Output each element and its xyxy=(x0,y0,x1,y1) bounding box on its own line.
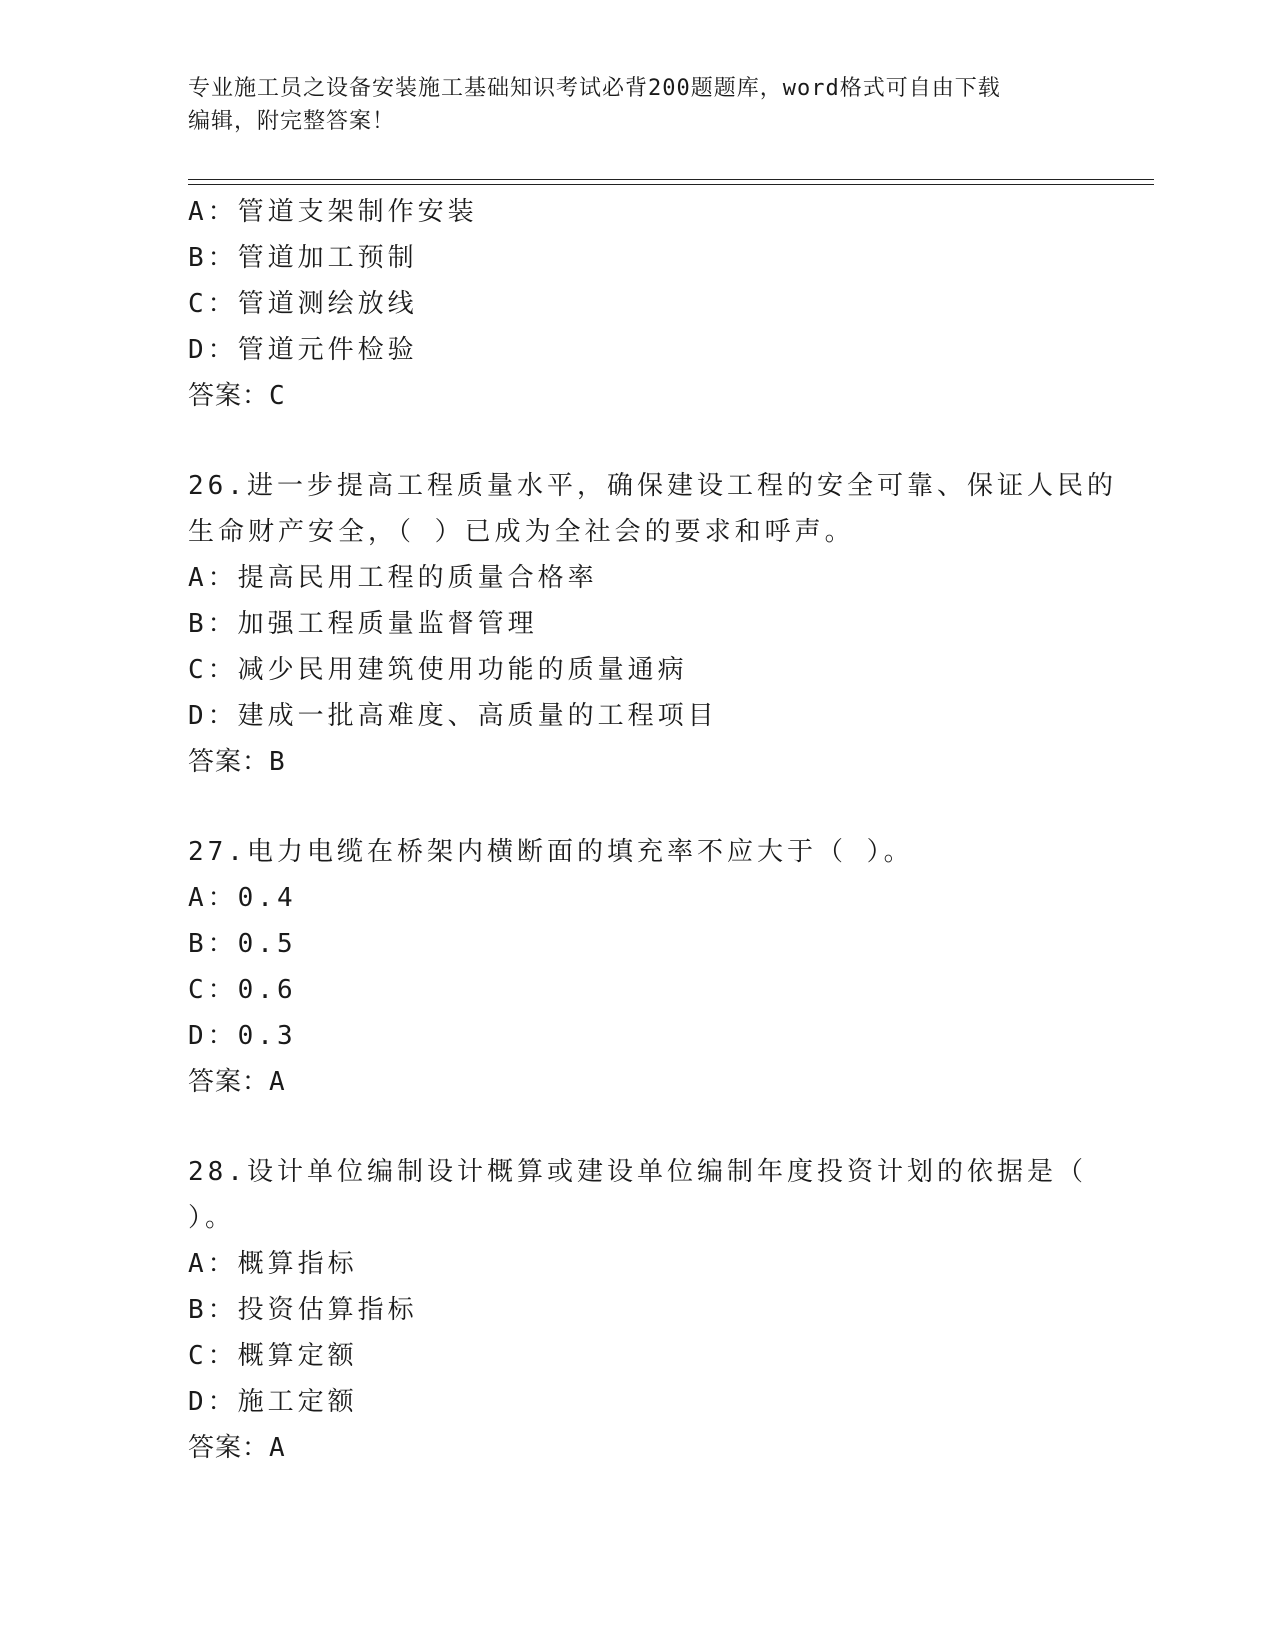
header-divider-bottom xyxy=(188,184,1154,185)
question-stem-continued: 生命财产安全，（ ）已成为全社会的要求和呼声。 xyxy=(188,517,855,547)
option-b: B：0.5 xyxy=(188,929,297,959)
option-a: A：提高民用工程的质量合格率 xyxy=(188,563,598,593)
option-d: D：0.3 xyxy=(188,1021,297,1051)
question-28 xyxy=(188,1149,1118,1471)
header-line-1: 专业施工员之设备安装施工基础知识考试必背200题题库，word格式可自由下载 xyxy=(188,76,1001,101)
answer: 答案：A xyxy=(188,1433,286,1463)
question-stem: 26.进一步提高工程质量水平，确保建设工程的安全可靠、保证人民的 xyxy=(188,471,1117,501)
option-c: C：概算定额 xyxy=(188,1341,358,1371)
option-d: D：施工定额 xyxy=(188,1387,358,1417)
option-d: D：建成一批高难度、高质量的工程项目 xyxy=(188,701,718,731)
question-27 xyxy=(188,829,1118,1105)
option-b: B：投资估算指标 xyxy=(188,1295,418,1325)
answer: 答案：A xyxy=(188,1067,286,1097)
option-a: A：0.4 xyxy=(188,883,297,913)
question-stem-continued: ）。 xyxy=(188,1203,236,1233)
answer: 答案：B xyxy=(188,747,286,777)
question-25 xyxy=(188,189,1118,419)
question-stem: 27.电力电缆在桥架内横断面的填充率不应大于（ ）。 xyxy=(188,837,914,867)
header-line-2: 编辑，附完整答案！ xyxy=(188,109,396,134)
question-26 xyxy=(188,463,1118,785)
option-a: A：概算指标 xyxy=(188,1249,358,1279)
document-header xyxy=(188,72,1088,138)
question-list xyxy=(188,189,1118,1471)
option-c: C：0.6 xyxy=(188,975,297,1005)
header-divider-top xyxy=(188,179,1154,180)
option-c: C：减少民用建筑使用功能的质量通病 xyxy=(188,655,688,685)
option-a: A：管道支架制作安装 xyxy=(188,197,478,227)
question-stem: 28.设计单位编制设计概算或建设单位编制年度投资计划的依据是（ xyxy=(188,1157,1087,1187)
answer: 答案：C xyxy=(188,381,286,411)
option-d: D：管道元件检验 xyxy=(188,335,418,365)
option-c: C：管道测绘放线 xyxy=(188,289,418,319)
option-b: B：管道加工预制 xyxy=(188,243,418,273)
option-b: B：加强工程质量监督管理 xyxy=(188,609,538,639)
